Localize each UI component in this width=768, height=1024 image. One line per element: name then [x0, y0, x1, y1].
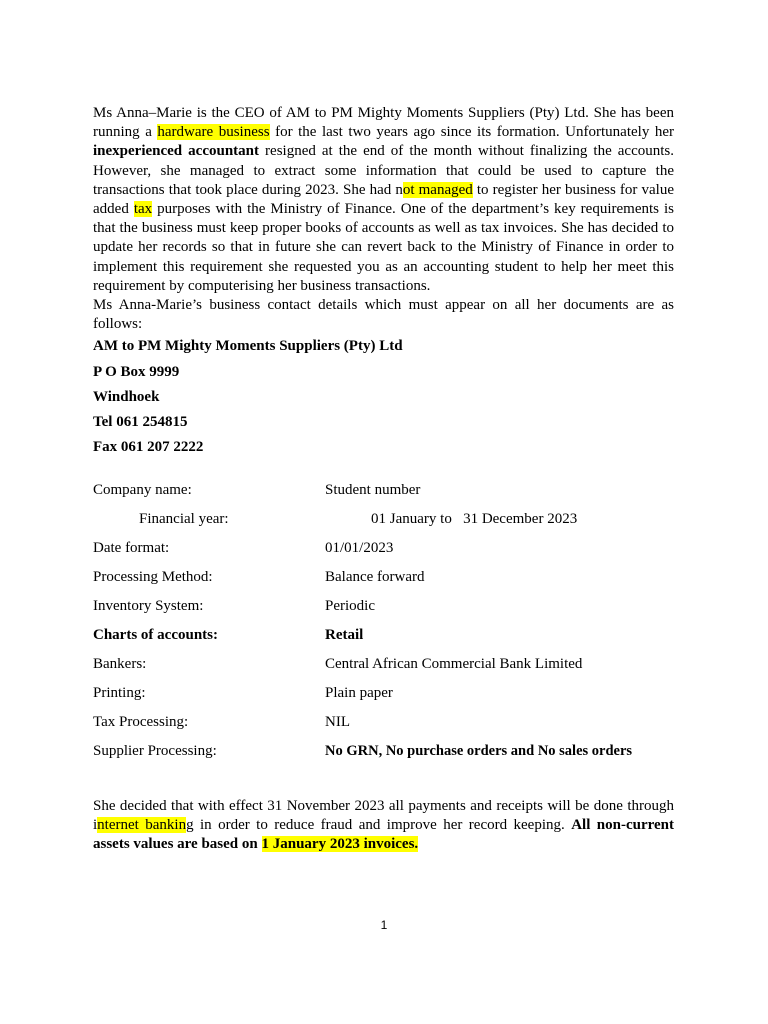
contact-details	[93, 334, 674, 460]
setting-value: NIL	[325, 714, 350, 730]
setting-label: Supplier Processing:	[93, 743, 217, 759]
setting-value: Plain paper	[325, 685, 393, 701]
highlight-not-managed: ot managed	[402, 181, 473, 198]
document-page	[93, 104, 675, 853]
contact-fax: Fax 061 207 2222	[93, 439, 204, 456]
intro-text: resigned at the end of the month without finalizing the accounts. However, she managed to extract some information that could be used to capture the transactions that took place during 2023. She had n	[93, 143, 674, 198]
closing-text: She decided that with effect 31 November 2023 all payments and receipts will be done through i	[93, 798, 674, 834]
page-number: 1	[380, 918, 388, 932]
intro-paragraph	[93, 104, 674, 296]
setting-value: Balance forward	[325, 569, 425, 585]
setting-value: No GRN, No purchase orders and No sales orders	[325, 743, 633, 759]
setting-value: Retail	[325, 627, 364, 643]
intro-text: to register her business for value added	[93, 181, 674, 218]
bold-non-current-assets: All non-current assets values are based on	[93, 817, 674, 853]
highlight-tax: tax	[133, 201, 153, 218]
contact-po-box: P O Box 9999	[93, 363, 180, 380]
setting-label: Date format:	[93, 540, 170, 556]
closing-text: g in order to reduce fraud and improve her record keeping.	[186, 817, 572, 834]
intro-text: for the last two years ago since its formation. Unfortunately her	[269, 124, 675, 141]
contact-intro: Ms Anna-Marie’s business contact details which must appear on all her documents are as follows:	[93, 297, 674, 333]
highlight-hardware-business: hardware business	[157, 124, 270, 141]
setting-label: Bankers:	[93, 656, 147, 672]
setting-label: Processing Method:	[93, 569, 213, 585]
contact-tel: Tel 061 254815	[93, 414, 188, 430]
setting-value: Periodic	[325, 598, 375, 614]
setting-label: Tax Processing:	[93, 714, 189, 730]
contact-company: AM to PM Mighty Moments Suppliers (Pty) Ltd	[93, 338, 403, 355]
setting-value: 01/01/2023	[325, 540, 394, 556]
intro-text: Ms Anna–Marie is the CEO of AM to PM Mighty Moments Suppliers (Pty) Ltd. She has been running a	[93, 105, 674, 141]
highlight-internet-banking: nternet bankin	[97, 817, 187, 834]
bold-inexperienced-accountant: inexperienced accountant	[93, 143, 260, 160]
setting-label: Charts of accounts:	[93, 627, 218, 643]
closing-paragraph	[93, 797, 674, 855]
setting-label: Printing:	[93, 685, 146, 701]
setting-label: Financial year:	[139, 511, 229, 527]
setting-value: Student number	[325, 482, 421, 498]
setting-value: 01 January to 31 December 2023	[371, 511, 578, 527]
setting-label: Inventory System:	[93, 598, 204, 614]
setting-value: Central African Commercial Bank Limited	[325, 656, 583, 672]
contact-city: Windhoek	[93, 388, 160, 405]
setting-label: Company name:	[93, 482, 192, 498]
intro-text: purposes with the Ministry of Finance. One of the department’s key requirements is that the business must keep proper books of accounts as well as tax invoices. She has decided to update her records so that in future she can revert back to the Ministry of Finance in order to implement this requirement she requested you as an accounting student to help her meet this requirement by computerising her business transactions.	[93, 201, 674, 294]
highlight-invoice-date: 1 January 2023 invoices.	[261, 836, 419, 853]
